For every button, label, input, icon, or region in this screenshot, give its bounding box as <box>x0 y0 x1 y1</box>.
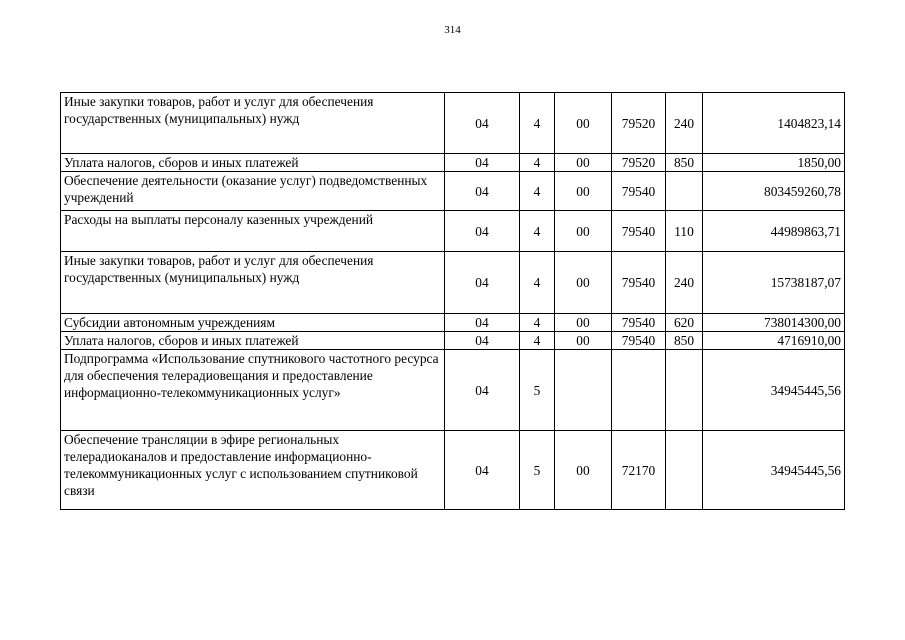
row-amount: 1404823,14 <box>703 93 845 154</box>
row-target-code: 79540 <box>612 172 666 211</box>
row-subsection: 4 <box>520 252 555 314</box>
table-row <box>61 252 845 314</box>
row-name: Подпрограмма «Использование спутникового частотного ресурса для обеспечения телерадиовещания и предоставление информационно-телекоммуникационных услуг» <box>61 350 445 431</box>
row-section: 04 <box>445 252 520 314</box>
row-name: Обеспечение трансляции в эфире региональных телерадиоканалов и предоставление информационно-телекоммуникационных услуг с использованием спутниковой связи <box>61 431 445 510</box>
row-program-code: 00 <box>555 93 612 154</box>
row-section: 04 <box>445 154 520 172</box>
row-program-code: 00 <box>555 211 612 252</box>
table-row <box>61 211 845 252</box>
row-subsection: 4 <box>520 211 555 252</box>
row-program-code <box>555 350 612 431</box>
row-section: 04 <box>445 314 520 332</box>
row-amount: 803459260,78 <box>703 172 845 211</box>
row-amount: 34945445,56 <box>703 431 845 510</box>
row-subsection: 5 <box>520 431 555 510</box>
row-section: 04 <box>445 93 520 154</box>
row-section: 04 <box>445 350 520 431</box>
row-target-code: 79520 <box>612 93 666 154</box>
row-name: Иные закупки товаров, работ и услуг для обеспечения государственных (муниципальных) нужд <box>61 93 445 154</box>
row-expense-type: 240 <box>666 252 703 314</box>
row-expense-type <box>666 431 703 510</box>
table-row <box>61 314 845 332</box>
row-expense-type: 240 <box>666 93 703 154</box>
row-amount: 738014300,00 <box>703 314 845 332</box>
row-program-code: 00 <box>555 431 612 510</box>
row-subsection: 4 <box>520 332 555 350</box>
row-target-code: 79540 <box>612 211 666 252</box>
table-row <box>61 154 845 172</box>
budget-table <box>60 92 845 510</box>
row-target-code: 72170 <box>612 431 666 510</box>
table-row <box>61 172 845 211</box>
row-name: Уплата налогов, сборов и иных платежей <box>61 154 445 172</box>
row-subsection: 4 <box>520 93 555 154</box>
row-target-code: 79540 <box>612 314 666 332</box>
row-name: Расходы на выплаты персоналу казенных учреждений <box>61 211 445 252</box>
row-expense-type: 850 <box>666 154 703 172</box>
row-expense-type <box>666 172 703 211</box>
row-section: 04 <box>445 172 520 211</box>
row-expense-type <box>666 350 703 431</box>
table-row <box>61 431 845 510</box>
row-name: Уплата налогов, сборов и иных платежей <box>61 332 445 350</box>
row-subsection: 5 <box>520 350 555 431</box>
row-section: 04 <box>445 332 520 350</box>
row-program-code: 00 <box>555 314 612 332</box>
row-program-code: 00 <box>555 252 612 314</box>
row-target-code: 79540 <box>612 252 666 314</box>
row-program-code: 00 <box>555 332 612 350</box>
row-expense-type: 850 <box>666 332 703 350</box>
row-target-code <box>612 350 666 431</box>
row-amount: 34945445,56 <box>703 350 845 431</box>
table-row <box>61 350 845 431</box>
row-subsection: 4 <box>520 172 555 211</box>
row-amount: 4716910,00 <box>703 332 845 350</box>
row-subsection: 4 <box>520 314 555 332</box>
row-section: 04 <box>445 431 520 510</box>
table-row <box>61 332 845 350</box>
row-program-code: 00 <box>555 154 612 172</box>
row-expense-type: 620 <box>666 314 703 332</box>
row-amount: 44989863,71 <box>703 211 845 252</box>
page-number: 314 <box>444 24 461 36</box>
row-target-code: 79520 <box>612 154 666 172</box>
row-program-code: 00 <box>555 172 612 211</box>
row-expense-type: 110 <box>666 211 703 252</box>
row-name: Субсидии автономным учреждениям <box>61 314 445 332</box>
row-amount: 15738187,07 <box>703 252 845 314</box>
row-name: Обеспечение деятельности (оказание услуг) подведомственных учреждений <box>61 172 445 211</box>
row-amount: 1850,00 <box>703 154 845 172</box>
row-target-code: 79540 <box>612 332 666 350</box>
row-section: 04 <box>445 211 520 252</box>
row-subsection: 4 <box>520 154 555 172</box>
table-row <box>61 93 845 154</box>
row-name: Иные закупки товаров, работ и услуг для обеспечения государственных (муниципальных) нужд <box>61 252 445 314</box>
